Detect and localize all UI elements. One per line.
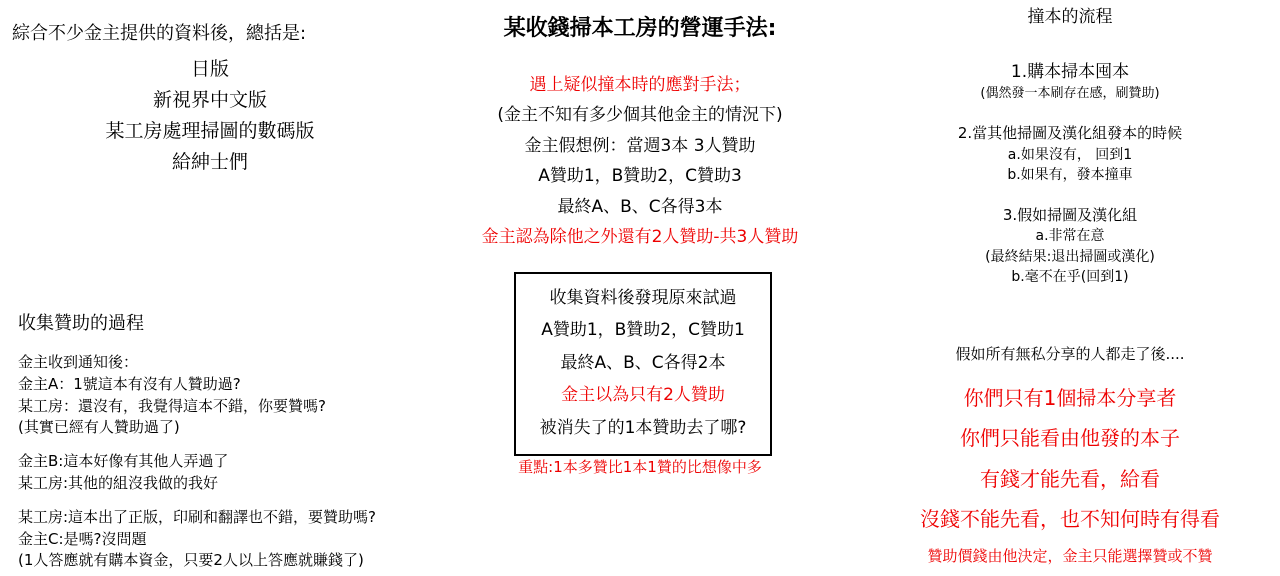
flow-substep: a.非常在意 bbox=[1035, 228, 1105, 245]
collect-process-body bbox=[18, 352, 376, 572]
dialog-line: 金主C:是嗎?沒問題 bbox=[18, 529, 147, 548]
dialog-line: 某工房：還沒有，我覺得這本不錯，你要贊嗎? bbox=[18, 396, 326, 415]
outcome-list bbox=[860, 378, 1280, 573]
spacer bbox=[18, 495, 376, 507]
left-column bbox=[0, 0, 420, 576]
dialog-line: (其實已經有人贊助過了) bbox=[18, 418, 180, 437]
scenario-line: 最終A、B、C各得3本 bbox=[557, 196, 723, 217]
spacer bbox=[18, 439, 376, 451]
chain-item: 新視界中文版 bbox=[152, 89, 267, 112]
collision-flow bbox=[860, 60, 1280, 288]
box-line: 收集資料後發現原來試過 bbox=[549, 288, 737, 308]
conclusion-text: 重點:1本多贊比1本1贊的比想像中多 bbox=[518, 458, 762, 476]
flow-substep: b.毫不在乎(回到1) bbox=[1011, 269, 1129, 286]
scenario-list bbox=[420, 70, 860, 253]
left-intro-text: 綜合不少金主提供的資料後，總括是: bbox=[12, 23, 307, 44]
flow-note: (最終結果:退出掃圖或漢化) bbox=[985, 248, 1155, 265]
spacer bbox=[860, 185, 1280, 204]
right-title: 撞本的流程 bbox=[1027, 7, 1113, 27]
scenario-line: (金主不知有多少個其他金主的情況下) bbox=[497, 105, 783, 126]
highlight-box bbox=[514, 272, 772, 456]
chain-item: 日版 bbox=[190, 58, 229, 80]
outcome-line: 有錢才能先看，給看 bbox=[980, 466, 1160, 491]
dialog-line: 某工房:這本出了正版，印刷和翻譯也不錯，要贊助嗎? bbox=[18, 507, 377, 526]
outcome-note: 假如所有無私分享的人都走了後.... bbox=[955, 345, 1185, 363]
dialog-line: (1人答應就有購本資金，只要2人以上答應就賺錢了) bbox=[18, 551, 364, 570]
spacer bbox=[860, 104, 1280, 123]
flow-substep: a.如果沒有， 回到1 bbox=[1007, 146, 1133, 163]
dialog-line: 某工房:其他的組沒我做的我好 bbox=[18, 473, 219, 492]
flow-step: 3.假如掃圖及漢化組 bbox=[1002, 205, 1138, 224]
scenario-line: 遇上疑似撞本時的應對手法； bbox=[529, 75, 751, 95]
dialog-line: 金主收到通知後： bbox=[18, 353, 139, 371]
outcome-line: 贊助價錢由他決定，金主只能選擇贊或不贊 bbox=[927, 546, 1213, 565]
flow-note: (偶然發一本刷存在感，刷贊助) bbox=[980, 86, 1160, 102]
dialog-line: 金主B:這本好像有其他人弄過了 bbox=[18, 452, 229, 471]
box-line: 最終A、B、C各得2本 bbox=[560, 352, 726, 373]
box-line: A贊助1，B贊助2，C贊助1 bbox=[541, 320, 745, 341]
box-line: 被消失了的1本贊助去了哪? bbox=[539, 417, 747, 438]
box-line: 金主以為只有2人贊助 bbox=[561, 385, 725, 406]
dialog-line: 金主A：1號這本有沒有人贊助過? bbox=[18, 374, 241, 393]
scenario-line: A贊助1，B贊助2，C贊助3 bbox=[538, 166, 742, 187]
distribution-chain bbox=[0, 54, 420, 178]
flow-step: 1.購本掃本囤本 bbox=[1010, 62, 1130, 82]
outcome-line: 沒錢不能先看，也不知何時有得看 bbox=[920, 507, 1220, 532]
right-column bbox=[860, 0, 1280, 576]
middle-column bbox=[420, 0, 860, 576]
chain-item: 給紳士們 bbox=[171, 151, 248, 174]
chain-item: 某工房處理掃圖的數碼版 bbox=[105, 120, 315, 143]
flow-step: 2.當其他掃圖及漢化組發本的時候 bbox=[957, 123, 1183, 142]
main-title: 某收錢掃本工房的營運手法: bbox=[503, 16, 777, 41]
scenario-line: 金主認為除他之外還有2人贊助-共3人贊助 bbox=[481, 227, 799, 248]
scenario-line: 金主假想例：當週3本 3人贊助 bbox=[524, 135, 756, 156]
collect-process-title: 收集贊助的過程 bbox=[18, 313, 144, 334]
outcome-line: 你們只有1個掃本分享者 bbox=[963, 386, 1177, 410]
flow-substep: b.如果有，發本撞車 bbox=[1007, 167, 1133, 184]
outcome-line: 你們只能看由他發的本子 bbox=[960, 426, 1180, 451]
